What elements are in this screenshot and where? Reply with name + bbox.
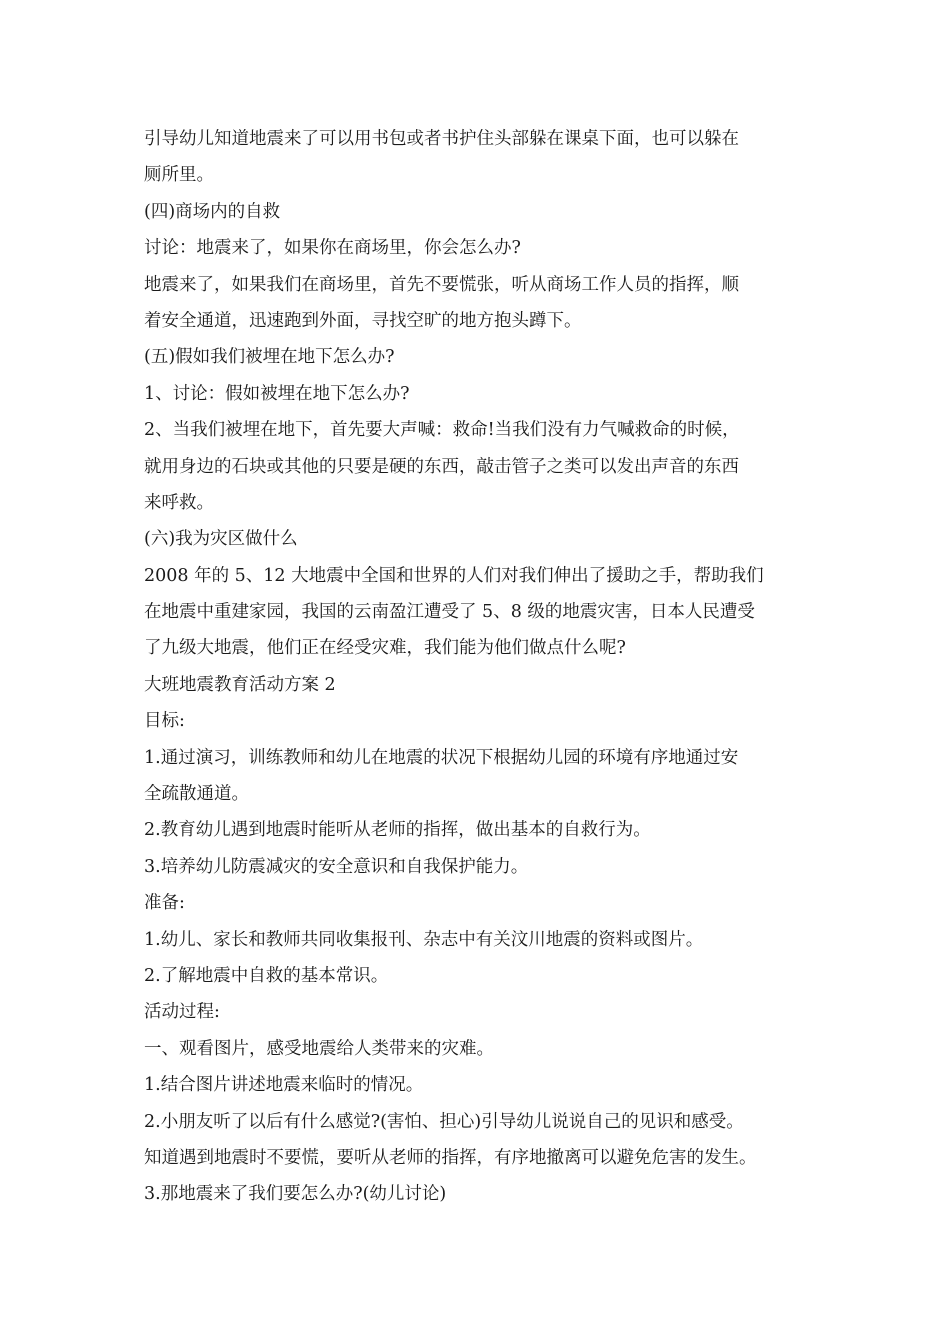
section-heading: (五)假如我们被埋在地下怎么办? [144,347,395,368]
text-line: 3.培养幼儿防震减灾的安全意识和自我保护能力。 [144,856,529,877]
text-line: 厕所里。 [144,165,214,186]
text-line: 3.那地震来了我们要怎么办?(幼儿讨论) [144,1184,447,1205]
text-line: 来呼救。 [144,492,214,513]
text-line: 讨论：地震来了，如果你在商场里，你会怎么办? [144,238,521,259]
text-line: 一、观看图片，感受地震给人类带来的灾难。 [144,1038,494,1059]
section-heading: 目标: [144,711,185,732]
text-line: 1.幼儿、家长和教师共同收集报刊、杂志中有关汶川地震的资料或图片。 [144,929,704,950]
text-line: 1、讨论：假如被埋在地下怎么办? [144,383,410,404]
section-heading: (六)我为灾区做什么 [144,529,298,550]
text-line: 2.了解地震中自救的基本常识。 [144,965,389,986]
text-line: 在地震中重建家园，我国的云南盈江遭受了 5、8 级的地震灾害，日本人民遭受 [144,602,755,623]
text-line: 1.结合图片讲述地震来临时的情况。 [144,1075,424,1096]
text-line: 着安全通道，迅速跑到外面，寻找空旷的地方抱头蹲下。 [144,310,582,331]
text-line: 引导幼儿知道地震来了可以用书包或者书护住头部躲在课桌下面，也可以躲在 [144,129,739,149]
section-heading: 活动过程: [144,1002,220,1023]
section-heading: (四)商场内的自救 [144,201,281,222]
text-line: 2.小朋友听了以后有什么感觉?(害怕、担心)引导幼儿说说自己的见识和感受。 [144,1111,744,1132]
document-body [144,121,814,1213]
document-title: 大班地震教育活动方案 2 [144,674,336,695]
text-line: 就用身边的石块或其他的只要是硬的东西，敲击管子之类可以发出声音的东西 [144,456,739,477]
text-line: 2008 年的 5、12 大地震中全国和世界的人们对我们伸出了援助之手，帮助我们 [144,565,764,586]
text-line: 地震来了，如果我们在商场里，首先不要慌张，听从商场工作人员的指挥，顺 [144,274,739,295]
text-line: 2.教育幼儿遇到地震时能听从老师的指挥，做出基本的自救行为。 [144,820,651,841]
text-line: 2、当我们被埋在地下，首先要大声喊：救命!当我们没有力气喊救命的时候， [144,420,740,441]
text-line: 了九级大地震，他们正在经受灾难，我们能为他们做点什么呢? [144,638,626,659]
text-line: 知道遇到地震时不要慌，要听从老师的指挥，有序地撤离可以避免危害的发生。 [144,1147,757,1168]
text-line: 全疏散通道。 [144,784,249,805]
section-heading: 准备: [144,893,185,914]
text-line: 1.通过演习，训练教师和幼儿在地震的状况下根据幼儿园的环境有序地通过安 [144,747,739,768]
